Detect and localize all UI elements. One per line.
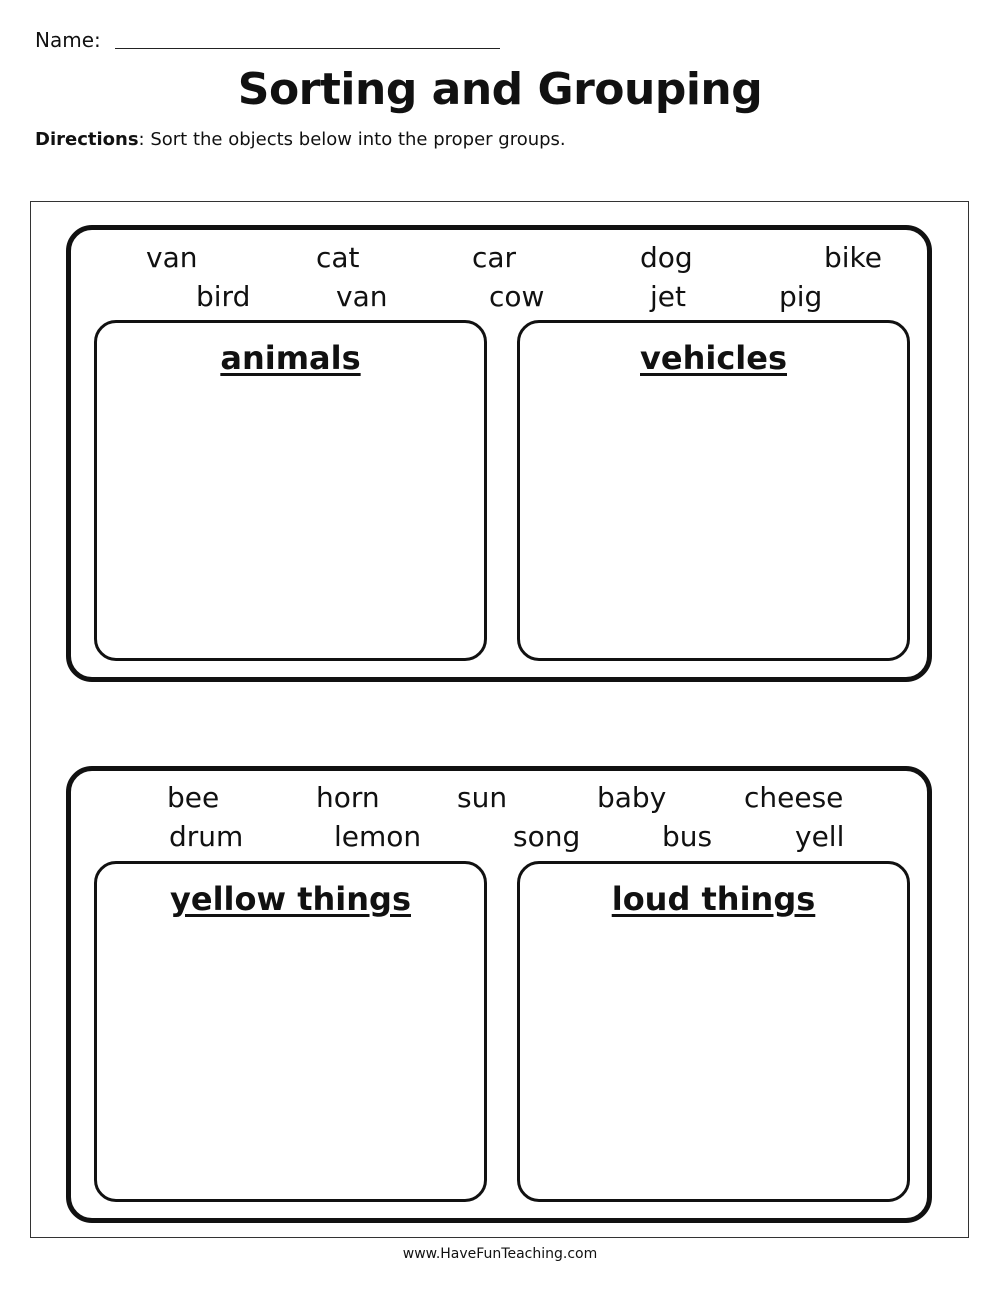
word-item: dog <box>640 241 693 274</box>
group-title: loud things <box>611 880 816 918</box>
directions-label: Directions <box>35 129 139 150</box>
name-label: Name: <box>35 28 101 52</box>
word-item: bird <box>196 280 251 313</box>
page-title: Sorting and Grouping <box>237 64 763 115</box>
word-item: van <box>336 280 388 313</box>
word-item: cat <box>316 241 360 274</box>
word-item: drum <box>169 820 244 853</box>
directions <box>35 129 566 150</box>
word-item: bus <box>662 820 713 853</box>
group-box-animals[interactable] <box>94 320 487 661</box>
word-item: yell <box>795 820 845 853</box>
word-item: pig <box>779 280 823 313</box>
group-box-loud-things[interactable] <box>517 861 910 1202</box>
group-box-yellow-things[interactable] <box>94 861 487 1202</box>
footer-website: www.HaveFunTeaching.com <box>402 1246 598 1262</box>
word-item: jet <box>650 280 686 313</box>
group-title: vehicles <box>640 339 787 377</box>
word-item: baby <box>597 781 667 814</box>
word-item: horn <box>316 781 380 814</box>
word-item: van <box>146 241 198 274</box>
directions-text: : Sort the objects below into the proper groups. <box>138 129 566 150</box>
word-item: bike <box>824 241 882 274</box>
word-item: lemon <box>334 820 422 853</box>
name-line[interactable] <box>115 48 500 49</box>
word-item: cow <box>489 280 545 313</box>
word-item: song <box>513 820 581 853</box>
group-title: animals <box>220 339 361 377</box>
group-title: yellow things <box>170 880 411 918</box>
word-item: sun <box>457 781 508 814</box>
word-item: cheese <box>744 781 844 814</box>
group-box-vehicles[interactable] <box>517 320 910 661</box>
word-item: car <box>472 241 517 274</box>
word-item: bee <box>167 781 220 814</box>
